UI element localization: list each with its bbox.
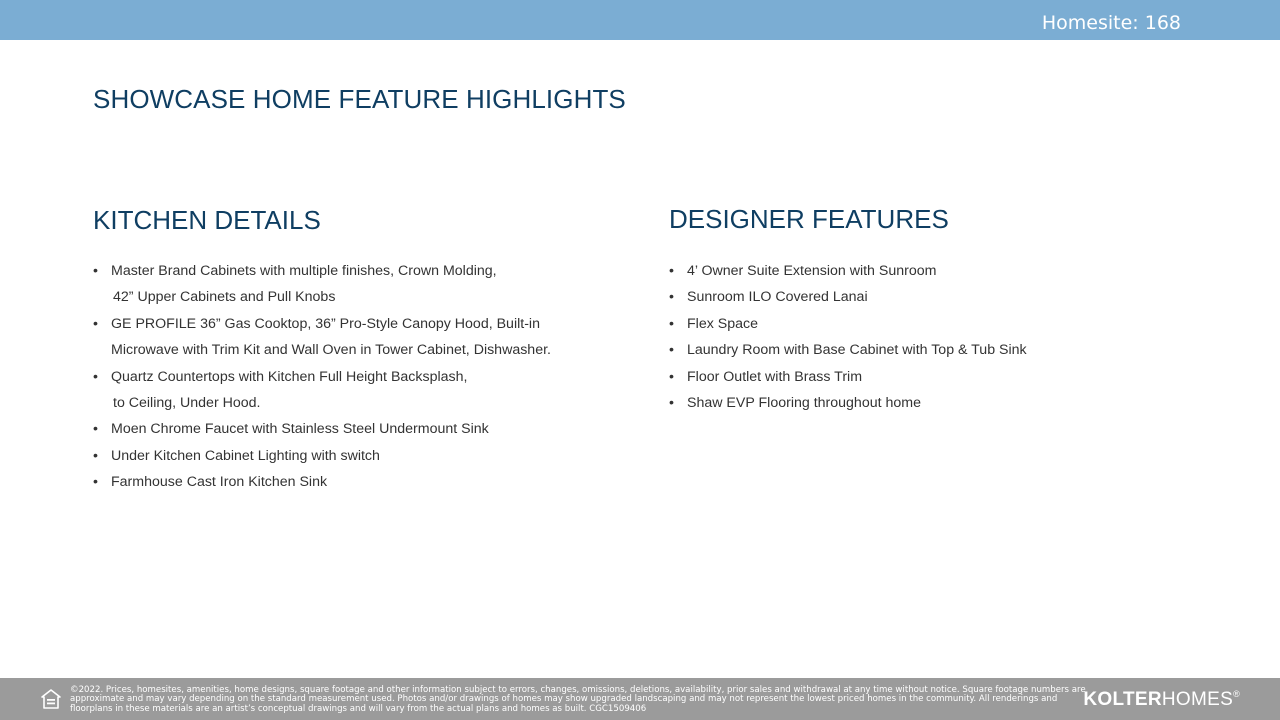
kitchen-details-section	[93, 204, 633, 496]
designer-feature-list	[669, 258, 1189, 416]
bullet-icon: •	[93, 447, 98, 464]
bullet-icon: •	[93, 263, 98, 279]
list-item	[669, 364, 1189, 390]
bullet-icon: •	[669, 395, 674, 412]
homesite-label: Homesite: 168	[1041, 12, 1181, 34]
legal-disclaimer: ©2022. Prices, homesites, amenities, home designs, square footage and other information subject to errors, changes, omissions, deletions, availability, prior sales and withdrawal at any time without notice. Square footage numbers are approximate and may vary depending on the standard measurement used. Photos and/or drawings of homes may show upgraded landscaping and may not represent the lowest priced homes in the community. All renderings and floorplans in these materials are an artist’s conceptual drawings and will vary from the actual plans and homes as built. CGC1509406	[70, 685, 1086, 714]
list-item-text-continued: to Ceiling, Under Hood.	[113, 395, 261, 412]
list-item	[93, 364, 633, 417]
list-item-text: 4’ Owner Suite Extension with Sunroom	[687, 263, 937, 279]
list-item	[669, 311, 1189, 337]
page-title: SHOWCASE HOME FEATURE HIGHLIGHTS	[93, 84, 626, 114]
registered-mark: ®	[1233, 689, 1240, 699]
list-item-text-continued: Microwave with Trim Kit and Wall Oven in Tower Cabinet, Dishwasher.	[111, 342, 551, 359]
list-item	[93, 311, 633, 364]
list-item-text-continued: 42” Upper Cabinets and Pull Knobs	[113, 289, 336, 306]
list-item-text: Moen Chrome Faucet with Stainless Steel Undermount Sink	[111, 421, 489, 438]
logo-light-text: HOMES	[1161, 689, 1234, 710]
bullet-icon: •	[669, 342, 674, 359]
kolter-homes-logo	[1083, 689, 1240, 711]
list-item	[669, 258, 1189, 284]
kitchen-feature-list	[93, 258, 633, 496]
footer-bar	[0, 678, 1280, 720]
kitchen-details-title: KITCHEN DETAILS	[93, 205, 321, 235]
logo-bold-text: KOLTER	[1083, 689, 1162, 710]
bullet-icon: •	[93, 421, 98, 438]
list-item-text: Farmhouse Cast Iron Kitchen Sink	[111, 474, 328, 491]
list-item-text: GE PROFILE 36” Gas Cooktop, 36” Pro-Style Canopy Hood, Built-in	[111, 315, 540, 332]
list-item-text: Under Kitchen Cabinet Lighting with switch	[111, 447, 380, 464]
designer-features-section	[669, 204, 1189, 416]
designer-features-title: DESIGNER FEATURES	[669, 204, 949, 234]
list-item-text: Master Brand Cabinets with multiple finishes, Crown Molding,	[111, 263, 497, 279]
list-item	[93, 443, 633, 469]
bullet-icon: •	[93, 368, 98, 385]
bullet-icon: •	[669, 315, 674, 332]
list-item	[93, 416, 633, 442]
list-item-text: Quartz Countertops with Kitchen Full Height Backsplash,	[111, 368, 468, 385]
bullet-icon: •	[93, 474, 98, 491]
list-item-text: Laundry Room with Base Cabinet with Top & Tub Sink	[687, 342, 1027, 359]
bullet-icon: •	[93, 315, 98, 332]
list-item	[93, 469, 633, 495]
list-item-text: Sunroom ILO Covered Lanai	[687, 289, 868, 306]
list-item-text: Floor Outlet with Brass Trim	[687, 368, 863, 385]
list-item	[93, 258, 633, 311]
bullet-icon: •	[669, 289, 674, 306]
list-item	[669, 337, 1189, 363]
bullet-icon: •	[669, 368, 674, 385]
list-item-text: Flex Space	[687, 315, 758, 332]
bullet-icon: •	[669, 263, 674, 279]
list-item	[669, 390, 1189, 416]
list-item	[669, 284, 1189, 310]
equal-housing-opportunity-icon	[40, 688, 62, 710]
list-item-text: Shaw EVP Flooring throughout home	[687, 395, 921, 412]
top-bar	[0, 0, 1280, 40]
